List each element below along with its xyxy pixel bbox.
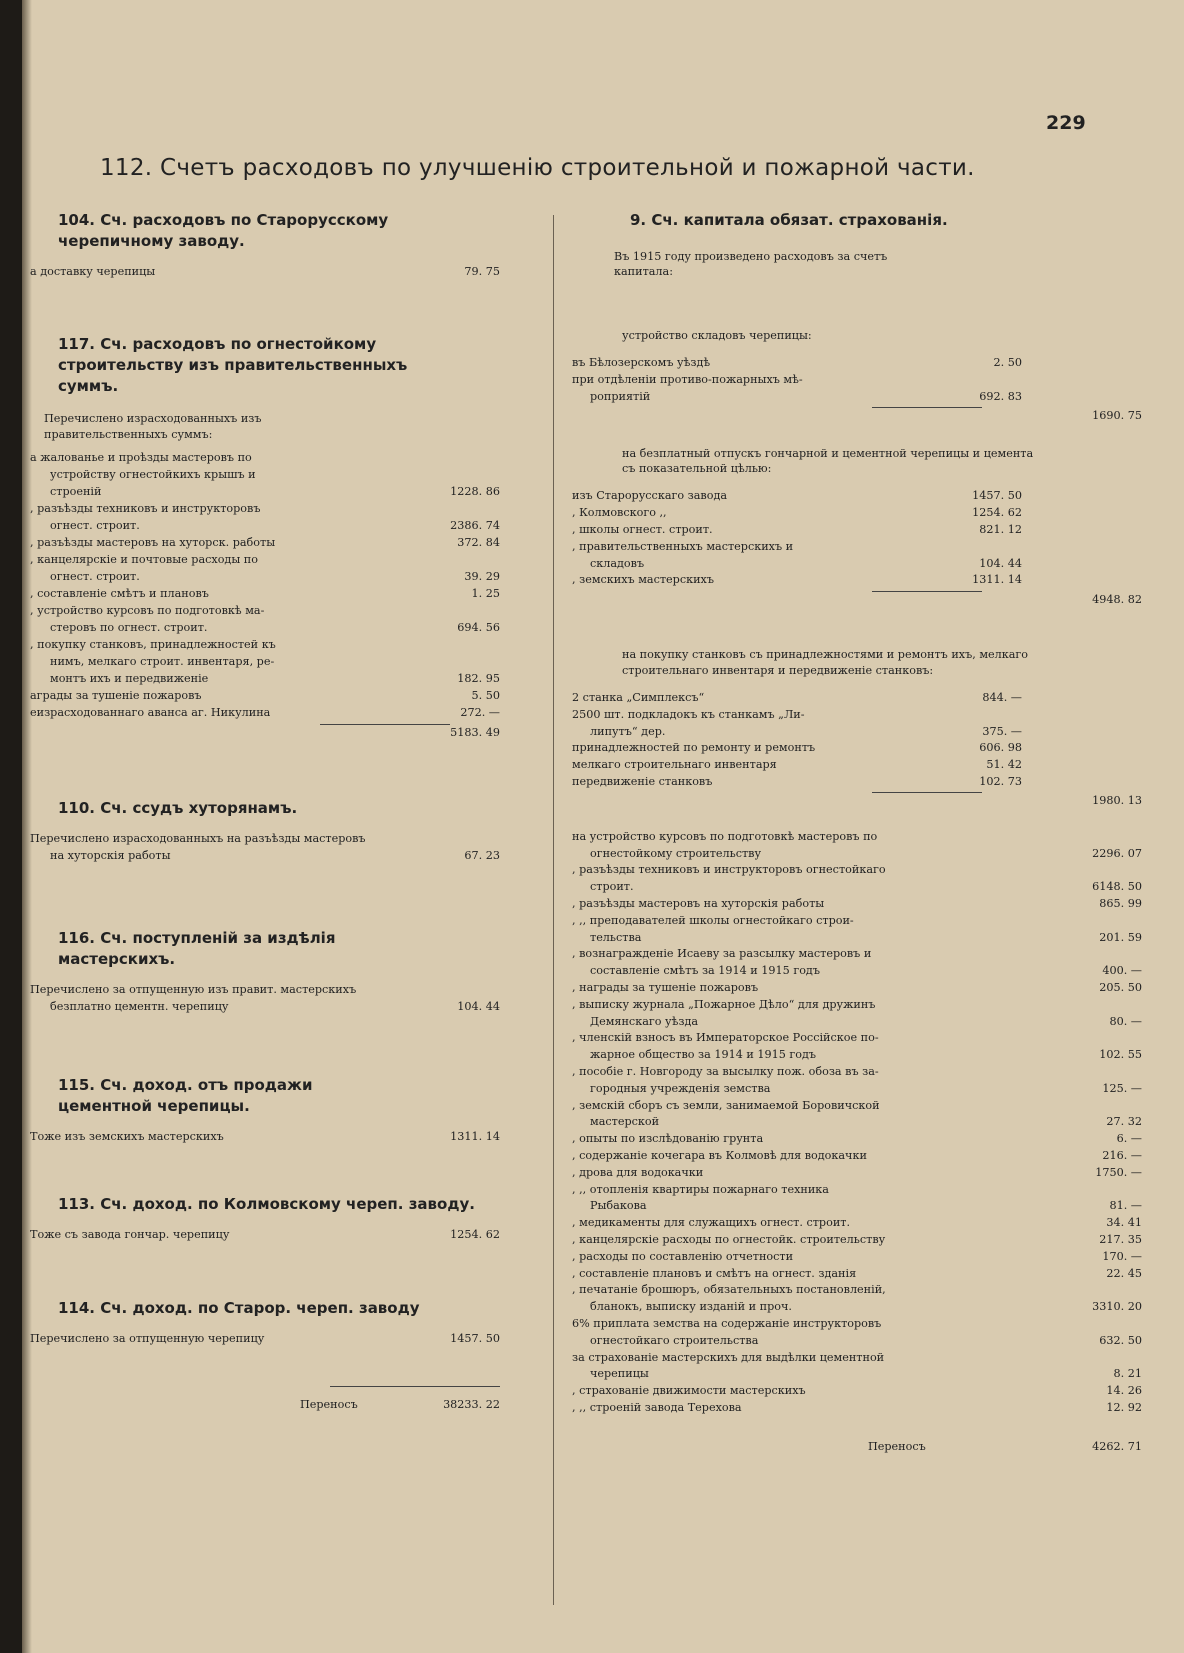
ledger-row <box>572 846 1142 861</box>
ledger-row <box>572 1047 1142 1062</box>
group-total: 1980. 13 <box>1092 794 1142 808</box>
ledger-row <box>572 1098 1142 1113</box>
ledger-row-amount: 821. 12 <box>979 523 1022 537</box>
ledger-row-text: , ,, отопленія квартиры пожарнаго техника <box>572 1182 829 1196</box>
ledger-row <box>30 467 500 482</box>
ledger-row-text: , ,, строеній завода Терехова <box>572 1400 742 1414</box>
ledger-row-text: строеній <box>50 485 102 499</box>
ledger-row-text: , членскій взносъ въ Императорское Россійское по- <box>572 1031 879 1045</box>
ledger-row-amount: 34. 41 <box>1106 1216 1142 1230</box>
ledger-row <box>572 389 1142 404</box>
ledger-row <box>572 1064 1142 1079</box>
page-title: 112. Счетъ расходовъ по улучшенію строительной и пожарной части. <box>100 155 975 181</box>
ledger-row-amount: 400. — <box>1102 964 1142 978</box>
ledger-row-text: складовъ <box>590 556 645 570</box>
group-g2 <box>572 446 1142 608</box>
ledger-row <box>30 831 500 846</box>
right-column <box>572 210 1142 1455</box>
ledger-row-text: , школы огнест. строит. <box>572 523 713 537</box>
ledger-row-text: аграды за тушеніе пожаровъ <box>30 689 202 703</box>
ledger-row <box>30 982 500 997</box>
ledger-row-amount: 39. 29 <box>464 570 500 584</box>
section-total: 5183. 49 <box>450 725 500 739</box>
ledger-row-text: Тоже съ завода гончар. черепицу <box>30 1228 230 1242</box>
ledger-row <box>572 896 1142 911</box>
section-title: 110. Сч. ссудъ хуторянамъ. <box>58 799 298 818</box>
ledger-row-text: , правительственныхъ мастерскихъ и <box>572 539 794 553</box>
ledger-row-amount: 104. 44 <box>979 556 1022 570</box>
ledger-row <box>572 997 1142 1012</box>
ledger-row-text: огнестойкаго строительства <box>590 1333 759 1347</box>
ledger-row-text: , разъѣзды техниковъ и инструкторовъ <box>30 502 261 516</box>
ledger-row-text: тельства <box>590 930 642 944</box>
ledger-row <box>572 879 1142 894</box>
ledger-row-text: составленіе смѣтъ за 1914 и 1915 годъ <box>590 964 820 978</box>
section-s104 <box>30 210 530 279</box>
ledger-row-amount: 217. 35 <box>1099 1232 1142 1246</box>
ledger-row <box>30 450 500 465</box>
ledger-row <box>572 522 1142 537</box>
ledger-row-amount: 6. — <box>1116 1132 1142 1146</box>
ledger-row <box>572 1400 1142 1415</box>
ledger-row <box>572 1182 1142 1197</box>
ledger-row-amount: 3310. 20 <box>1092 1300 1142 1314</box>
ledger-row <box>30 264 500 279</box>
carry-value: 4262. 71 <box>1092 1440 1142 1454</box>
ledger-row <box>30 620 500 635</box>
ledger-row <box>572 707 1142 722</box>
ledger-row-text: , страхованіе движимости мастерскихъ <box>572 1384 806 1398</box>
ledger-row <box>30 1129 500 1144</box>
ledger-row <box>30 705 500 720</box>
section-title: 114. Сч. доход. по Старор. череп. заводу <box>58 1298 420 1317</box>
ledger-row <box>30 535 500 550</box>
section-rows <box>30 982 500 1014</box>
ledger-row-amount: 606. 98 <box>979 741 1022 755</box>
ledger-row-amount: 8. 21 <box>1113 1367 1142 1381</box>
ledger-row-text: , разъѣзды мастеровъ на хуторскія работы <box>572 897 825 911</box>
ledger-row-amount: 216. — <box>1102 1148 1142 1162</box>
ledger-row-amount: 1254. 62 <box>450 1228 500 1242</box>
ledger-row-text: на хуторскія работы <box>50 849 171 863</box>
ledger-row-amount: 201. 59 <box>1099 930 1142 944</box>
ledger-row <box>572 1081 1142 1096</box>
ledger-row-text: Перечислено за отпущенную черепицу <box>30 1331 265 1345</box>
ledger-row-amount: 2. 50 <box>993 356 1022 370</box>
ledger-row <box>572 1165 1142 1180</box>
ledger-row-text: , содержаніе кочегара въ Колмовѣ для водокачки <box>572 1148 867 1162</box>
ledger-row <box>30 1331 500 1346</box>
ledger-row <box>572 690 1142 705</box>
ledger-row <box>572 1316 1142 1331</box>
ledger-row <box>572 1014 1142 1029</box>
ledger-row-amount: 375. — <box>982 724 1022 738</box>
ledger-row-amount: 14. 26 <box>1106 1384 1142 1398</box>
section-title: 117. Сч. расходовъ по огнестойкому строительству изъ правительственныхъ суммъ. <box>58 335 408 396</box>
ledger-row <box>30 848 500 863</box>
ledger-row <box>572 1299 1142 1314</box>
ledger-row-amount: 1457. 50 <box>972 489 1022 503</box>
ledger-row <box>572 556 1142 571</box>
ledger-row <box>572 740 1142 755</box>
group-heading: на безплатный отпускъ гончарной и цементной черепицы и цемента съ показательной цѣлью: <box>622 446 1034 476</box>
page-number: 229 <box>1046 112 1086 134</box>
ledger-row-text: , земскихъ мастерскихъ <box>572 573 714 587</box>
ledger-row <box>572 963 1142 978</box>
ledger-row <box>30 586 500 601</box>
ledger-row-amount: 102. 73 <box>979 775 1022 789</box>
ledger-row <box>30 999 500 1014</box>
ledger-row-text: , выписку журнала „Пожарное Дѣло“ для дружинъ <box>572 997 876 1011</box>
ledger-row <box>572 488 1142 503</box>
ledger-row-text: , ,, преподавателей школы огнестойкаго строи- <box>572 913 854 927</box>
ledger-row <box>572 355 1142 370</box>
ledger-row <box>572 1148 1142 1163</box>
carry-row <box>572 1439 1142 1454</box>
ledger-row-text: при отдѣленіи противо-пожарныхъ мѣ- <box>572 373 803 387</box>
section-title: 104. Сч. расходовъ по Старорусскому черепичному заводу. <box>58 211 389 250</box>
ledger-row-amount: 12. 92 <box>1106 1400 1142 1414</box>
ledger-row-text: , опыты по изслѣдованію грунта <box>572 1132 764 1146</box>
ledger-row-text: на устройство курсовъ по подготовкѣ мастеровъ по <box>572 829 878 843</box>
ledger-row <box>572 913 1142 928</box>
ledger-row <box>572 774 1142 789</box>
ledger-row-amount: 51. 42 <box>986 758 1022 772</box>
ledger-row-amount: 2296. 07 <box>1092 846 1142 860</box>
ledger-row-text: устройству огнестойкихъ крышъ и <box>50 468 256 482</box>
ledger-row-text: принадлежностей по ремонту и ремонтъ <box>572 741 816 755</box>
ledger-row <box>572 372 1142 387</box>
ledger-row-text: монтъ ихъ и передвиженіе <box>50 672 209 686</box>
ledger-row <box>572 1333 1142 1348</box>
carry-forward <box>30 1386 500 1412</box>
section-s110 <box>30 798 530 863</box>
ledger-row-text: липутъ“ дер. <box>590 724 666 738</box>
ledger-row-text: , дрова для водокачки <box>572 1165 704 1179</box>
ledger-row-text: , канцелярскіе расходы по огнестойк. строительству <box>572 1232 886 1246</box>
section-rows <box>30 1129 500 1144</box>
carry-label: Переносъ <box>868 1440 926 1454</box>
ledger-row <box>572 1383 1142 1398</box>
section-rows <box>30 1331 500 1346</box>
ledger-row-text: изъ Старорусскаго завода <box>572 489 728 503</box>
carry-row <box>30 1397 500 1412</box>
ledger-row-amount: 170. — <box>1102 1249 1142 1263</box>
ledger-row-amount: 694. 56 <box>457 621 500 635</box>
ledger-row-amount: 125. — <box>1102 1081 1142 1095</box>
section-rows <box>30 831 500 863</box>
ledger-row <box>572 539 1142 554</box>
ledger-row <box>572 862 1142 877</box>
ledger-row-text: , печатаніе брошюръ, обязательныхъ постановленій, <box>572 1283 886 1297</box>
book-spine <box>0 0 22 1653</box>
ledger-row-text: стеровъ по огнест. строит. <box>50 621 208 635</box>
ledger-row-text: передвиженіе станковъ <box>572 775 713 789</box>
section-rows <box>30 264 500 279</box>
ledger-row-amount: 272. — <box>460 706 500 720</box>
ledger-row-text: , составленіе смѣтъ и плановъ <box>30 587 209 601</box>
ledger-row-amount: 2386. 74 <box>450 519 500 533</box>
ledger-row-text: огнест. строит. <box>50 570 140 584</box>
ledger-row-text: мелкаго строительнаго инвентаря <box>572 758 777 772</box>
ledger-row-text: 6% приплата земства на содержаніе инструкторовъ <box>572 1316 882 1330</box>
ledger-row-text: , канцелярскіе и почтовые расходы по <box>30 553 258 567</box>
ledger-row <box>572 1131 1142 1146</box>
ledger-row <box>572 724 1142 739</box>
section-title: 113. Сч. доход. по Колмовскому череп. заводу. <box>58 1195 475 1214</box>
ledger-row-text: a доставку черепицы <box>30 265 156 278</box>
carry-forward-right <box>572 1439 1142 1454</box>
section-rows <box>30 1227 500 1242</box>
ledger-row-text: 2 станка „Симплексъ“ <box>572 691 705 705</box>
ledger-row-text: , Колмовского ,, <box>572 506 667 520</box>
ledger-row <box>30 552 500 567</box>
section-s117 <box>30 334 530 740</box>
ledger-row-text: городныя учрежденія земства <box>590 1081 771 1095</box>
ledger-row-text: а жалованье и проѣзды мастеровъ по <box>30 451 252 465</box>
group-heading: устройство складовъ черепицы: <box>622 328 812 342</box>
section-s115 <box>30 1075 530 1144</box>
ledger-row-text: безплатно цементн. черепицу <box>50 1000 229 1014</box>
ledger-row <box>572 572 1142 587</box>
section-s116 <box>30 928 530 1014</box>
ledger-row <box>572 757 1142 772</box>
ledger-row-amount: 27. 32 <box>1106 1115 1142 1129</box>
ledger-row <box>30 671 500 686</box>
ledger-row <box>30 603 500 618</box>
ledger-row-text: мастерской <box>590 1115 660 1129</box>
ledger-row <box>30 484 500 499</box>
ledger-row-amount: 1311. 14 <box>450 1129 500 1143</box>
ledger-row-amount: 1228. 86 <box>450 485 500 499</box>
ledger-row-amount: 5. 50 <box>471 689 500 703</box>
column-divider <box>553 215 554 1605</box>
ledger-row-text: черепицы <box>590 1367 649 1381</box>
ledger-row-amount: 1457. 50 <box>450 1331 500 1345</box>
ledger-row-text: за страхованіе мастерскихъ для выдѣлки цементной <box>572 1350 885 1364</box>
ledger-row-text: нимъ, мелкаго строит. инвентаря, ре- <box>50 655 275 669</box>
ledger-row-amount: 844. — <box>982 691 1022 705</box>
ledger-row-text: роприятій <box>590 389 651 403</box>
ledger-row <box>30 637 500 652</box>
ledger-row <box>572 829 1142 844</box>
ledger-row-text: строит. <box>590 880 634 894</box>
ledger-row-amount: 81. — <box>1109 1199 1142 1213</box>
section-s114 <box>30 1298 530 1346</box>
ledger-row-amount: 692. 83 <box>979 389 1022 403</box>
ledger-row-text: , разъѣзды мастеровъ на хуторск. работы <box>30 536 276 550</box>
ledger-row-text: Рыбакова <box>590 1199 647 1213</box>
ledger-row <box>30 518 500 533</box>
ledger-row-text: еизрасходованнаго аванса аг. Никулина <box>30 706 271 720</box>
ledger-row-text: Перечислено израсходованныхъ на разъѣзды мастеровъ <box>30 832 366 846</box>
ledger-row-text: Перечислено за отпущенную изъ правит. мастерскихъ <box>30 983 357 997</box>
ledger-row <box>572 1249 1142 1264</box>
group-total: 4948. 82 <box>1092 592 1142 606</box>
group-total: 1690. 75 <box>1092 409 1142 423</box>
group-rows <box>572 690 1142 789</box>
group-heading: на покупку станковъ съ принадлежностями и ремонтъ ихъ, мелкаго строительнаго инвентаря и передвиженіе станковъ: <box>622 648 1029 677</box>
ledger-row <box>30 1227 500 1242</box>
ledger-row-amount: 104. 44 <box>457 1000 500 1014</box>
account-title: 9. Сч. капитала обязат. страхованія. <box>630 211 948 229</box>
ledger-row <box>572 1198 1142 1213</box>
ledger-row-text: огнест. строит. <box>50 519 140 533</box>
carry-rule <box>330 1386 500 1387</box>
ledger-row-amount: 79. 75 <box>464 265 500 278</box>
ledger-row-text: 2500 шт. подкладокъ къ станкамъ „Ли- <box>572 707 805 721</box>
ledger-row-text: , составленіе плановъ и смѣтъ на огнест. зданія <box>572 1266 857 1280</box>
ledger-row-text: , медикаменты для служащихъ огнест. строит. <box>572 1216 851 1230</box>
group-g3 <box>572 647 1142 809</box>
section-title: 116. Сч. поступленій за издѣлія мастерскихъ. <box>58 929 336 969</box>
ledger-row-amount: 1311. 14 <box>972 573 1022 587</box>
ledger-row <box>30 501 500 516</box>
ledger-row-text: , награды за тушеніе пожаровъ <box>572 981 759 995</box>
section-title: 115. Сч. доход. отъ продажи цементной черепицы. <box>58 1075 313 1115</box>
ledger-row-amount: 6148. 50 <box>1092 880 1142 894</box>
ledger-row-amount: 182. 95 <box>457 672 500 686</box>
group-rows <box>572 488 1142 587</box>
group-g1 <box>572 328 1142 424</box>
section-intro: Перечислено израсходованныхъ изъ правительственныхъ суммъ: <box>44 412 262 441</box>
ledger-row-amount: 632. 50 <box>1099 1333 1142 1347</box>
ledger-row-amount: 1. 25 <box>471 587 500 601</box>
ledger-row-text: въ Бѣлозерскомъ уѣздѣ <box>572 356 711 370</box>
ledger-row <box>572 980 1142 995</box>
ledger-row <box>572 1266 1142 1281</box>
ledger-row-text: , расходы по составленію отчетности <box>572 1249 794 1263</box>
ledger-row-amount: 80. — <box>1109 1014 1142 1028</box>
ledger-row-text: , земскій сборъ съ земли, занимаемой Боровичской <box>572 1098 880 1112</box>
ledger-row <box>572 1366 1142 1381</box>
ledger-row <box>30 688 500 703</box>
ledger-row-text: , покупку станковъ, принадлежностей къ <box>30 638 276 652</box>
ledger-row-text: огнестойкому строительству <box>590 846 762 860</box>
ledger-row <box>30 654 500 669</box>
ledger-row <box>572 1114 1142 1129</box>
ledger-row-amount: 67. 23 <box>464 849 500 863</box>
ledger-row-amount: 102. 55 <box>1099 1048 1142 1062</box>
group-rows <box>572 829 1142 1416</box>
ledger-row-text: , устройство курсовъ по подготовкѣ ма- <box>30 604 265 618</box>
ledger-row-amount: 865. 99 <box>1099 897 1142 911</box>
ledger-row <box>572 1030 1142 1045</box>
ledger-row-amount: 1254. 62 <box>972 506 1022 520</box>
left-column <box>30 210 530 1412</box>
ledger-row <box>572 946 1142 961</box>
ledger-row <box>572 930 1142 945</box>
ledger-row <box>30 569 500 584</box>
section-rows <box>30 450 500 720</box>
ledger-row-amount: 22. 45 <box>1106 1266 1142 1280</box>
ledger-row-text: Демянскаго уѣзда <box>590 1014 699 1028</box>
carry-value: 38233. 22 <box>443 1398 500 1412</box>
ledger-row-text: бланокъ, выписку изданій и проч. <box>590 1300 792 1314</box>
ledger-row <box>572 1350 1142 1365</box>
ledger-row <box>572 1215 1142 1230</box>
ledger-row-amount: 1750. — <box>1095 1165 1142 1179</box>
group-g4 <box>572 829 1142 1416</box>
section-s113 <box>30 1194 530 1242</box>
ledger-row <box>572 505 1142 520</box>
ledger-row-text: жарное общество за 1914 и 1915 годъ <box>590 1048 817 1062</box>
carry-label: Переносъ <box>300 1398 358 1412</box>
ledger-row <box>572 1232 1142 1247</box>
ledger-row-text: , разъѣзды техниковъ и инструкторовъ огнестойкаго <box>572 863 886 877</box>
account-intro: Въ 1915 году произведено расходовъ за счетъ капитала: <box>614 250 888 279</box>
ledger-row-amount: 372. 84 <box>457 536 500 550</box>
group-rows <box>572 355 1142 404</box>
ledger-row <box>572 1282 1142 1297</box>
ledger-row-text: , пособіе г. Новгороду за высылку пож. обоза въ за- <box>572 1065 879 1078</box>
ledger-row-text: Тоже изъ земскихъ мастерскихъ <box>30 1129 224 1143</box>
ledger-row-amount: 205. 50 <box>1099 981 1142 995</box>
ledger-row-text: , вознагражденіе Исаеву за разсылку мастеровъ и <box>572 947 872 961</box>
